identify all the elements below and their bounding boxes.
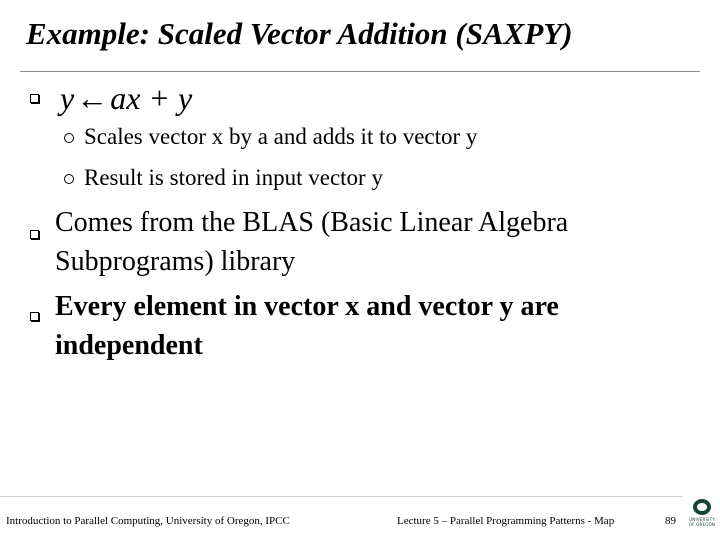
saxpy-formula [60,80,192,117]
title-divider [20,71,700,72]
bullet-independent-line2: independent [55,330,203,361]
footer-lecture: Lecture 5 – Parallel Programming Patterns - Map [397,515,615,527]
square-bullet-icon [30,94,39,103]
sub-bullet-1: Scales vector x by a and adds it to vector y [84,124,478,149]
circle-bullet-icon [64,174,74,184]
logo-line2: OF OREGON [688,522,716,527]
formula-rhs: ax + y [110,80,193,116]
bullet-independent-line1: Every element in vector x and vector y are [55,291,559,322]
square-bullet-icon [30,230,39,239]
logo-line1: UNIVERSITY [689,517,715,522]
oregon-o-icon [693,499,711,515]
sub-bullet-2: Result is stored in input vector y [84,165,383,190]
bullet-blas-line2: Subprograms) library [55,246,296,277]
bullet-blas-line1: Comes from the BLAS (Basic Linear Algebra [55,207,569,238]
footer-course: Introduction to Parallel Computing, University of Oregon, IPCC [6,515,290,527]
page-number: 89 [665,515,676,527]
slide-title: Example: Scaled Vector Addition (SAXPY) [26,16,573,51]
formula-lhs: y [60,80,75,116]
circle-bullet-icon [64,133,74,143]
square-bullet-icon [30,312,39,321]
logo-text [684,517,720,527]
university-logo [684,497,720,540]
left-arrow-icon: ← [76,80,109,116]
